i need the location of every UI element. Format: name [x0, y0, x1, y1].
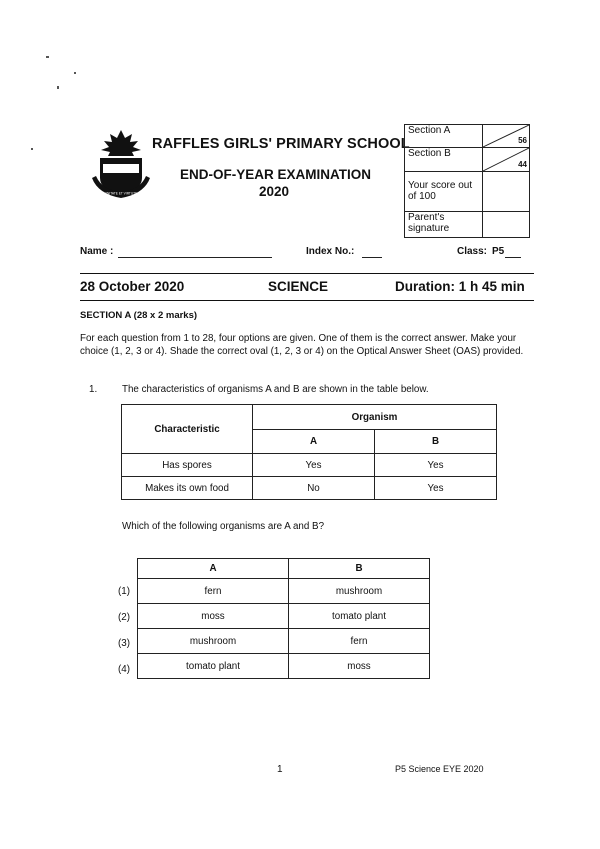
index-line — [362, 257, 382, 258]
question-number: 1. — [89, 384, 98, 395]
score-cell — [483, 125, 530, 148]
table-row — [138, 604, 430, 629]
option-a-header: A — [138, 559, 289, 579]
score-cell — [483, 148, 530, 172]
question-prompt: Which of the following organisms are A and B? — [122, 521, 325, 532]
class-label: Class: — [457, 246, 488, 257]
score-cell — [483, 172, 530, 212]
exam-subject: SCIENCE — [268, 279, 329, 294]
organism-b-cell: Yes — [374, 454, 496, 477]
score-label: Section A — [405, 125, 483, 148]
signature-cell — [483, 212, 530, 238]
organism-a-cell: No — [253, 477, 375, 500]
question-text: The characteristics of organisms A and B are shown in the table below. — [122, 384, 429, 395]
score-box — [404, 124, 530, 238]
table-row — [138, 579, 430, 604]
name-label: Name : — [80, 246, 114, 257]
section-title: SECTION A (28 x 2 marks) — [80, 310, 198, 321]
instructions: For each question from 1 to 28, four options are given. One of them is the correct answer. Make your choice (1, 2, 3 or 4). Shade the correct oval (1, 2, 3 or 4) on the Optical Answer Sheet (OAS) provided. — [80, 333, 524, 357]
divider — [80, 300, 534, 301]
class-value: P5 — [492, 246, 505, 257]
organism-b-cell: Yes — [374, 477, 496, 500]
option-number: (1) — [118, 586, 130, 597]
scan-speck — [46, 56, 49, 58]
option-number: (3) — [118, 638, 130, 649]
option-b-cell: moss — [289, 654, 430, 679]
table-row — [138, 654, 430, 679]
section-b-max-marks: 44 — [518, 160, 527, 169]
table-row — [138, 629, 430, 654]
svg-text:UNITATE ET VIRTUTE: UNITATE ET VIRTUTE — [104, 191, 138, 196]
scan-speck — [57, 86, 59, 89]
option-number: (2) — [118, 612, 130, 623]
option-a-cell: mushroom — [138, 629, 289, 654]
score-label: Section B — [405, 148, 483, 172]
exam-date: 28 October 2020 — [80, 279, 185, 294]
table-row — [122, 454, 497, 477]
scan-speck — [74, 72, 76, 74]
score-row-total — [405, 172, 530, 212]
characteristic-cell: Has spores — [122, 454, 253, 477]
divider — [80, 273, 534, 274]
characteristic-header: Characteristic — [122, 405, 253, 454]
section-a-max-marks: 56 — [518, 136, 527, 145]
exam-year: 2020 — [259, 184, 290, 199]
class-line — [505, 257, 521, 258]
table-row — [122, 477, 497, 500]
option-a-cell: fern — [138, 579, 289, 604]
school-name: RAFFLES GIRLS' PRIMARY SCHOOL — [152, 136, 410, 152]
exam-title: END-OF-YEAR EXAMINATION — [180, 167, 371, 182]
option-b-cell: fern — [289, 629, 430, 654]
score-label: Your score out of 100 — [405, 172, 483, 212]
option-number: (4) — [118, 664, 130, 675]
option-a-cell: moss — [138, 604, 289, 629]
option-b-header: B — [289, 559, 430, 579]
page-number: 1 — [277, 764, 283, 775]
scan-speck — [31, 148, 33, 150]
score-row-parent-signature — [405, 212, 530, 238]
option-a-cell: tomato plant — [138, 654, 289, 679]
organism-header: Organism — [253, 405, 497, 430]
characteristics-table — [121, 404, 497, 500]
option-b-cell: mushroom — [289, 579, 430, 604]
name-line — [118, 257, 272, 258]
characteristic-cell: Makes its own food — [122, 477, 253, 500]
column-b-header: B — [374, 430, 496, 454]
exam-duration: Duration: 1 h 45 min — [395, 279, 525, 294]
school-crest-logo — [88, 128, 154, 204]
score-label: Parent's signature — [405, 212, 483, 238]
column-a-header: A — [253, 430, 375, 454]
footer-label: P5 Science EYE 2020 — [395, 764, 484, 774]
score-row-section-b — [405, 148, 530, 172]
options-table — [137, 558, 430, 679]
index-label: Index No.: — [306, 246, 355, 257]
score-row-section-a — [405, 125, 530, 148]
option-b-cell: tomato plant — [289, 604, 430, 629]
organism-a-cell: Yes — [253, 454, 375, 477]
